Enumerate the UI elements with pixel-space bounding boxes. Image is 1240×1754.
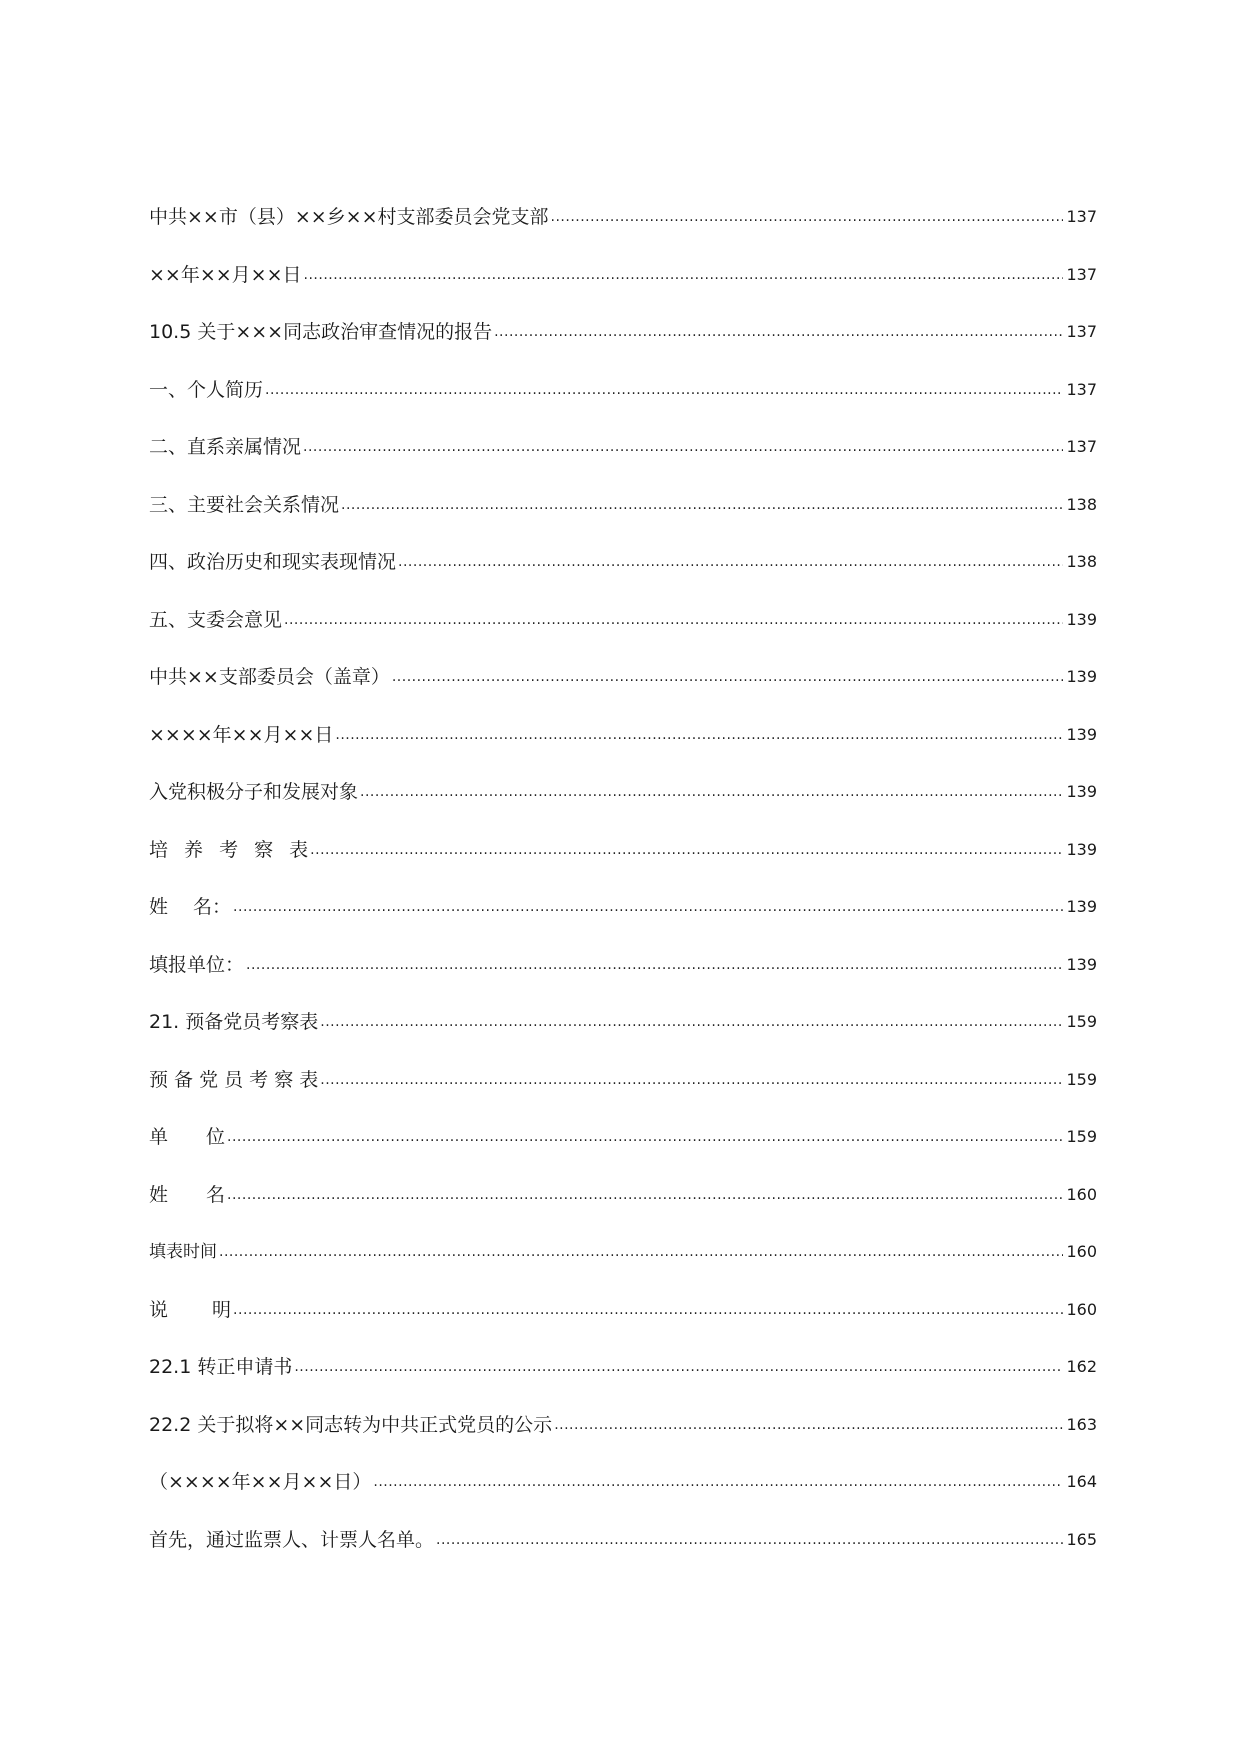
toc-dot-leader [320, 1068, 1063, 1092]
toc-dot-leader [219, 1240, 1063, 1264]
toc-entry[interactable] [149, 1010, 1097, 1068]
toc-page-number: 138 [1066, 552, 1097, 571]
toc-page-number: 160 [1066, 1299, 1097, 1319]
toc-entry[interactable] [149, 378, 1097, 436]
toc-dot-leader [304, 263, 1063, 287]
toc-entry-title: ××年××月××日 [149, 263, 302, 286]
toc-page-number: 137 [1066, 322, 1097, 341]
toc-entry-title: 四、政治历史和现实表现情况 [149, 551, 397, 573]
toc-entry-title: 中共××支部委员会（盖章） [149, 666, 390, 688]
toc-entry-title: 21. 预备党员考察表 [149, 1011, 319, 1033]
toc-entry[interactable] [149, 780, 1097, 838]
toc-entry-title: 入党积极分子和发展对象 [149, 781, 359, 803]
toc-dot-leader [551, 205, 1063, 229]
toc-page-number: 139 [1066, 954, 1097, 974]
toc-entry-title: 姓 名 [149, 1183, 226, 1206]
toc-dot-leader [310, 838, 1063, 862]
toc-entry[interactable] [149, 1298, 1097, 1356]
toc-dot-leader [360, 780, 1063, 804]
toc-page-number: 139 [1066, 839, 1097, 859]
toc-entry[interactable] [149, 263, 1097, 321]
toc-entry-title: 22.2 关于拟将××同志转为中共正式党员的公示 [149, 1413, 553, 1436]
toc-dot-leader [227, 1125, 1063, 1149]
toc-entry-title: 预 备 党 员 考 察 表 [149, 1068, 319, 1091]
toc-entry[interactable] [149, 493, 1097, 551]
toc-dot-leader [398, 550, 1063, 574]
toc-entry[interactable] [149, 1470, 1097, 1528]
toc-dot-leader [392, 665, 1063, 689]
toc-entry-title: 22.1 转正申请书 [149, 1356, 293, 1378]
toc-dot-leader [554, 1413, 1063, 1437]
toc-entry[interactable] [149, 1355, 1097, 1413]
toc-dot-leader [494, 320, 1063, 344]
toc-entry[interactable] [149, 320, 1097, 378]
toc-dot-leader [341, 493, 1063, 517]
toc-page-number: 160 [1066, 1242, 1097, 1261]
toc-entry[interactable] [149, 205, 1097, 263]
toc-entry-title: 填报单位： [149, 953, 245, 976]
toc-entry[interactable] [149, 435, 1097, 493]
toc-dot-leader [303, 435, 1063, 459]
toc-page-number: 139 [1066, 724, 1097, 744]
toc-page-number: 138 [1066, 494, 1097, 514]
toc-entry[interactable] [149, 1240, 1097, 1298]
toc-dot-leader [233, 895, 1063, 919]
toc-page-number: 137 [1066, 264, 1097, 284]
toc-page-number: 139 [1066, 609, 1097, 629]
toc-dot-leader [294, 1355, 1063, 1379]
toc-entry[interactable] [149, 1528, 1097, 1586]
toc-entry[interactable] [149, 1413, 1097, 1471]
toc-entry-title: ××××年××月××日 [149, 723, 334, 746]
toc-entry-title: 一、个人简历 [149, 378, 264, 401]
toc-entry-title: 10.5 关于×××同志政治审查情况的报告 [149, 321, 493, 343]
toc-entry-title: 填表时间 [149, 1242, 217, 1262]
toc-entry[interactable] [149, 608, 1097, 666]
toc-page-number: 137 [1066, 207, 1097, 226]
toc-entry[interactable] [149, 1068, 1097, 1126]
toc-page-number: 137 [1066, 437, 1097, 456]
toc-entry[interactable] [149, 895, 1097, 953]
toc-dot-leader [227, 1183, 1063, 1207]
toc-dot-leader [373, 1470, 1063, 1494]
toc-page-number: 163 [1066, 1414, 1097, 1434]
toc-entry-title: 中共××市（县）××乡××村支部委员会党支部 [149, 206, 549, 228]
toc-page-number: 159 [1066, 1012, 1097, 1031]
toc-entry-title: 五、支委会意见 [149, 608, 283, 631]
toc-dot-leader [335, 723, 1063, 747]
toc-entry-title: 单 位 [149, 1126, 226, 1148]
toc-dot-leader [284, 608, 1063, 632]
toc-entry-title: （××××年××月××日） [149, 1471, 372, 1493]
toc-dot-leader [265, 378, 1063, 402]
toc-page-number: 160 [1066, 1184, 1097, 1204]
toc-dot-leader [246, 953, 1063, 977]
toc-page-number: 137 [1066, 379, 1097, 399]
table-of-contents [149, 205, 1097, 1585]
toc-entry[interactable] [149, 723, 1097, 781]
toc-entry-title: 首先，通过监票人、计票人名单。 [149, 1528, 435, 1551]
toc-page-number: 159 [1066, 1069, 1097, 1089]
toc-entry-title: 培 养 考 察 表 [149, 838, 309, 861]
toc-entry[interactable] [149, 1125, 1097, 1183]
toc-page-number: 139 [1066, 667, 1097, 686]
toc-page-number: 159 [1066, 1127, 1097, 1146]
toc-dot-leader [233, 1298, 1063, 1322]
toc-entry-title: 三、主要社会关系情况 [149, 493, 340, 516]
toc-dot-leader [436, 1528, 1063, 1552]
toc-entry-title: 说 明 [149, 1298, 232, 1321]
toc-page-number: 139 [1066, 782, 1097, 801]
toc-entry[interactable] [149, 550, 1097, 608]
toc-page-number: 165 [1066, 1529, 1097, 1549]
toc-page-number: 162 [1066, 1357, 1097, 1376]
toc-entry-title: 姓 名： [149, 896, 232, 918]
toc-entry[interactable] [149, 838, 1097, 896]
toc-entry-title: 二、直系亲属情况 [149, 436, 302, 458]
toc-entry[interactable] [149, 953, 1097, 1011]
toc-page-number: 139 [1066, 897, 1097, 916]
toc-page-number: 164 [1066, 1472, 1097, 1491]
toc-entry[interactable] [149, 1183, 1097, 1241]
toc-entry[interactable] [149, 665, 1097, 723]
toc-dot-leader [320, 1010, 1063, 1034]
